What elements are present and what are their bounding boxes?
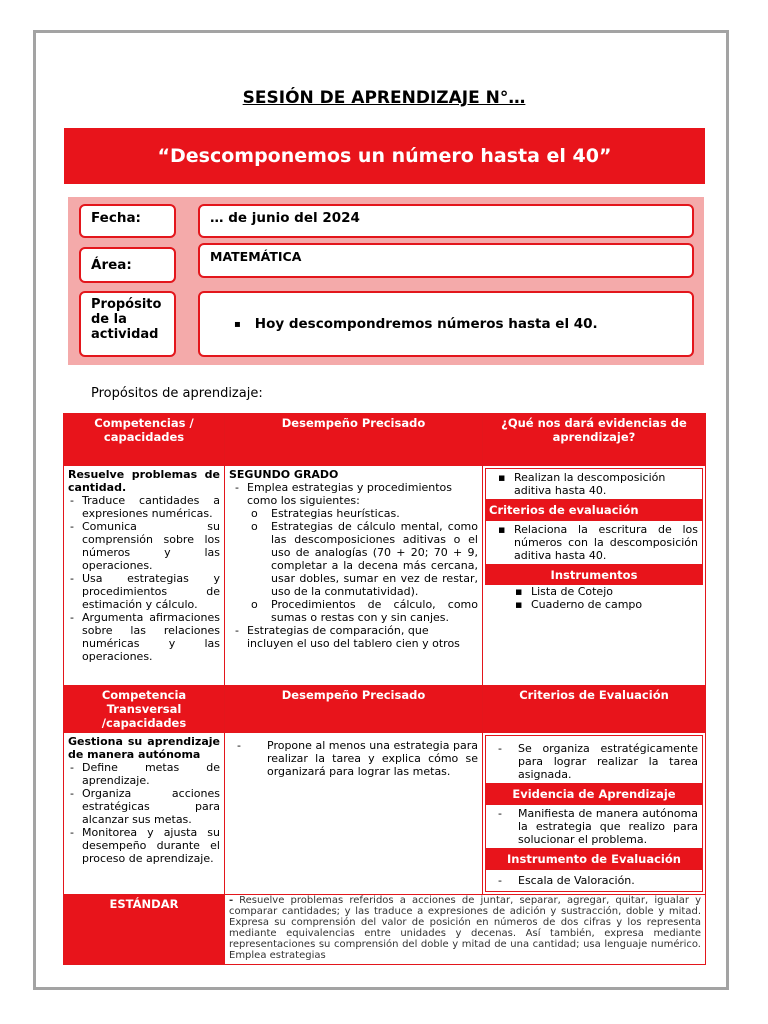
list-item: - Usa estrategias y procedimientos de estimación y cálculo. [68,572,220,611]
instrumentos-header: Instrumentos [485,565,703,585]
header-evidencias: ¿Qué nos dará evidencias de aprendizaje? [483,414,706,466]
area-value: MATEMÁTICA [198,243,694,278]
list-item: - Manifiesta de manera autónoma la estrategia que realizo para solucionar el problema. [496,807,698,846]
grado-label: SEGUNDO GRADO [229,468,339,481]
transversal-list [68,761,220,865]
header-criterios-2: Criterios de Evaluación [483,686,706,733]
proposito-label-line-3: actividad [91,327,159,342]
evidencia-box [485,468,703,500]
desempeno-list-extra [229,624,478,650]
proposito-label-line-2: de la [91,312,127,327]
estandar-text: Resuelve problemas referidos a acciones de juntar, separar, agregar, quitar, igualar y comparar cantidades; y las traduce a expresiones de adición y sustracción, doble y mitad. Expresa su comprensión del valor de posición en números de dos cifras y los representa mediante equivalencias entre unidades y decenas. Así también, expresa mediante representaciones su comprensión del doble y mitad de una cantidad; usa lenguaje numérico. Emplea estrategias [229,895,701,961]
transversal-desempeno-cell [225,733,483,895]
evidencias-cell [483,466,706,686]
desempeno-list [229,481,478,507]
list-item: - Define metas de aprendizaje. [68,761,220,787]
fecha-label: Fecha: [79,204,176,238]
instrumentos-list [485,585,703,611]
capacidades-list [68,494,220,663]
list-item: o Estrategias de cálculo mental, como las descomposiciones aditivas o el uso de analogías (70 + 20; 70 + 9, completar a la decena más cercana, usar dobles, sumar en vez de restar, uso de la conmutatividad). [251,520,478,598]
criterio-list [490,523,698,562]
header-desempeno: Desempeño Precisado [225,414,483,466]
list-item: ▪ Lista de Cotejo [507,585,703,598]
list-item: - Monitorea y ajusta su desempeño durante el proceso de aprendizaje. [68,826,220,865]
instrumento-evaluacion-header: Instrumento de Evaluación [485,849,703,869]
list-item: ▪ Realizan la descomposición aditiva hasta 40. [490,471,698,497]
list-item: ▪ Relaciona la escritura de los números con la descomposición aditiva hasta 40. [490,523,698,562]
list-item: - Traduce cantidades a expresiones numéricas. [68,494,220,520]
evidencia-list [490,471,698,497]
list-item: - Comunica su comprensión sobre los números y las operaciones. [68,520,220,572]
list-item: - Escala de Valoración. [496,874,698,887]
transversal-desempeno-list [229,739,478,778]
criterio-box [485,520,703,565]
transversal-criterio-list [490,742,698,781]
list-item: - Propone al menos una estrategia para realizar la tarea y explica cómo se organizará para lograr las metas. [235,739,478,778]
header-desempeno-2: Desempeño Precisado [225,686,483,733]
list-item: - Estrategias de comparación, que incluyen el uso del tablero cien y otros [233,624,478,650]
page-title: SESIÓN DE APRENDIZAJE N°… [242,88,526,108]
learning-table [63,413,706,965]
estandar-header: ESTÁNDAR [64,895,225,965]
proposito-label-line-1: Propósito [91,297,162,312]
list-item: - Emplea estrategias y procedimientos como los siguientes: [233,481,478,507]
header-competencia-transversal: Competencia Transversal /capacidades [64,686,225,733]
area-label: Área: [79,247,176,283]
competencias-cell [64,466,225,686]
desempeno-sublist [229,507,478,624]
transversal-title: Gestiona su aprendizaje de manera autónoma [68,735,220,761]
transversal-criterios-cell [483,733,706,895]
dash-bullet: - [229,895,234,906]
square-bullet-icon: ▪ [234,318,241,330]
proposito-value-box [198,291,694,357]
list-item: ▪ Cuaderno de campo [507,598,703,611]
desempeno-cell [225,466,483,686]
estandar-text-wrapper [229,895,701,961]
transversal-instrumento-box [485,869,703,892]
header-competencias: Competencias / capacidades [64,414,225,466]
competencia-title: Resuelve problemas de cantidad. [68,468,220,494]
criterios-header: Criterios de evaluación [485,500,703,520]
transversal-criterio-box [485,735,703,784]
list-item: - Se organiza estratégicamente para lograr realizar la tarea asignada. [496,742,698,781]
evidencia-aprendizaje-header: Evidencia de Aprendizaje [485,784,703,804]
fecha-value: … de junio del 2024 [198,204,694,238]
list-item: - Organiza acciones estratégicas para alcanzar sus metas. [68,787,220,826]
list-item: o Estrategias heurísticas. [251,507,478,520]
transversal-cell [64,733,225,895]
propositos-title: Propósitos de aprendizaje: [91,386,263,401]
session-banner: “Descomponemos un número hasta el 40” [64,128,705,184]
list-item: o Procedimientos de cálculo, como sumas o restas con y sin canjes. [251,598,478,624]
transversal-instrumento-list [490,874,698,887]
transversal-evidencia-box [485,804,703,849]
proposito-value: Hoy descompondremos números hasta el 40. [254,316,598,332]
transversal-evidencia-list [490,807,698,846]
proposito-label [79,291,176,357]
estandar-cell [225,895,706,965]
list-item: - Argumenta afirmaciones sobre las relaciones numéricas y las operaciones. [68,611,220,663]
